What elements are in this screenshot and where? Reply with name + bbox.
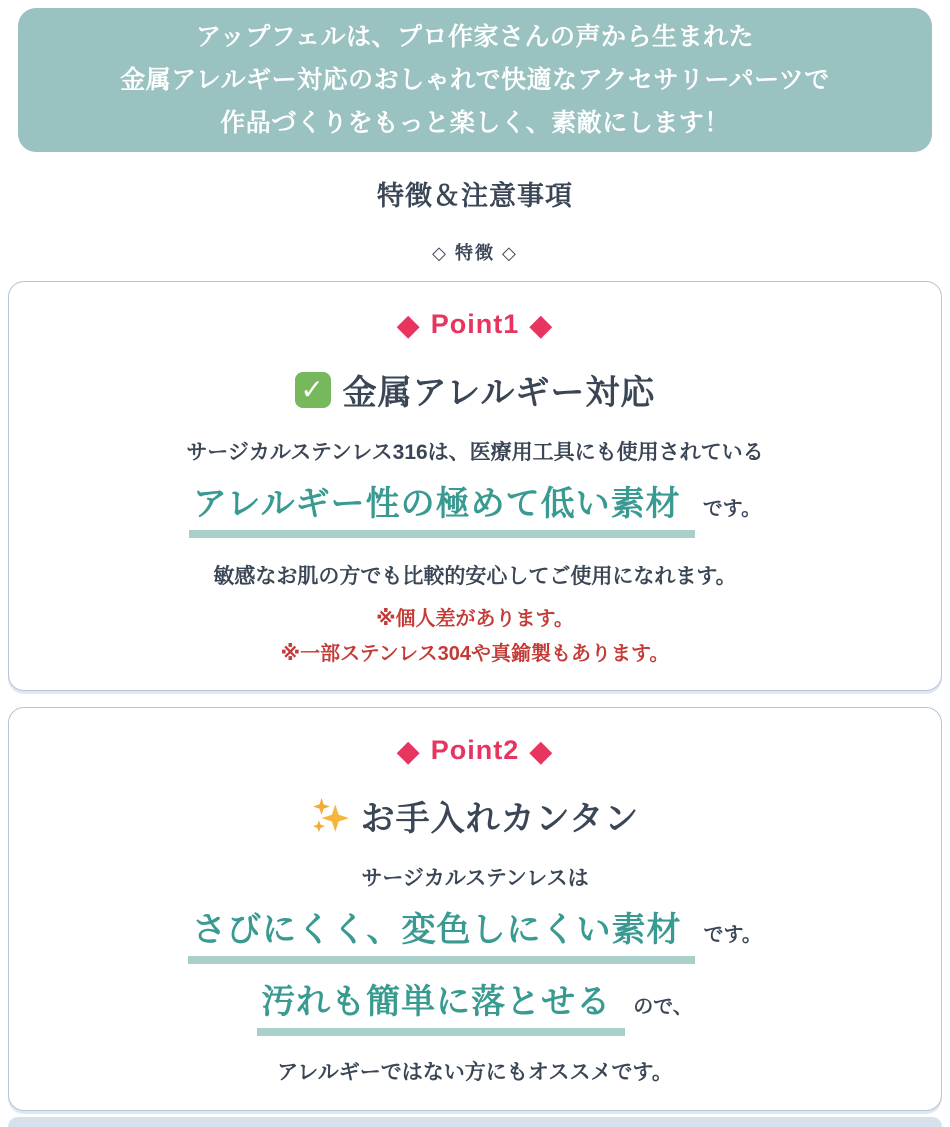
point2-highlight2: 汚れも簡単に落とせる [257, 974, 625, 1036]
intro-banner [18, 8, 932, 152]
point2-title-text: お手入れカンタン [360, 800, 640, 838]
point1-title-text: 金属アレルギー対応 [342, 374, 656, 412]
point2-highlight1-suffix: です。 [703, 924, 762, 946]
point2-highlight-line-2 [19, 974, 931, 1036]
diamond-icon: ◆ [529, 735, 554, 768]
point1-line1: サージカルステンレス316は、医療用工具にも使用されている [186, 441, 764, 464]
point1-note2: ※一部ステンレス304や真鍮製もあります。 [280, 643, 670, 665]
point2-badge [19, 734, 931, 769]
features-subheading: ◇ 特徴 ◇ [432, 243, 518, 263]
banner-line-1: アップフェルは、プロ作家さんの声から生まれた [195, 22, 754, 51]
point2-badge-label: Point2 [430, 735, 520, 765]
next-section-box-top [8, 1117, 942, 1127]
point1-badge-label: Point1 [430, 309, 520, 339]
point1-highlight-suffix: です。 [702, 498, 762, 520]
point1-highlight-line [19, 476, 931, 538]
point2-highlight-line-1 [19, 902, 931, 964]
point1-note1: ※個人差があります。 [376, 608, 574, 630]
point2-highlight1: さびにくく、変色しにくい素材 [188, 902, 695, 964]
point1-badge [19, 308, 931, 343]
banner-line-3: 作品づくりをもっと楽しく、素敵にします！ [220, 108, 730, 137]
diamond-icon: ◆ [396, 309, 421, 342]
section-title: 特徴＆注意事項 [377, 181, 573, 211]
point2-line1: サージカルステンレスは [361, 867, 589, 890]
point2-line2: アレルギーではない方にもオススメです。 [277, 1061, 673, 1084]
point2-highlight2-suffix: ので、 [633, 996, 693, 1018]
point1-highlight: アレルギー性の極めて低い素材 [189, 476, 695, 538]
point2-title [19, 791, 931, 840]
check-icon: ✓ [295, 372, 331, 408]
point2-card [8, 707, 942, 1111]
point1-line2: 敏感なお肌の方でも比較的安心してご使用になれます。 [213, 565, 737, 588]
sparkles-icon [311, 797, 349, 835]
diamond-icon: ◆ [396, 735, 421, 768]
point1-title [19, 365, 931, 414]
diamond-icon: ◆ [529, 309, 554, 342]
banner-line-2: 金属アレルギー対応のおしゃれで快適なアクセサリーパーツで [120, 65, 830, 94]
point1-card [8, 281, 942, 691]
